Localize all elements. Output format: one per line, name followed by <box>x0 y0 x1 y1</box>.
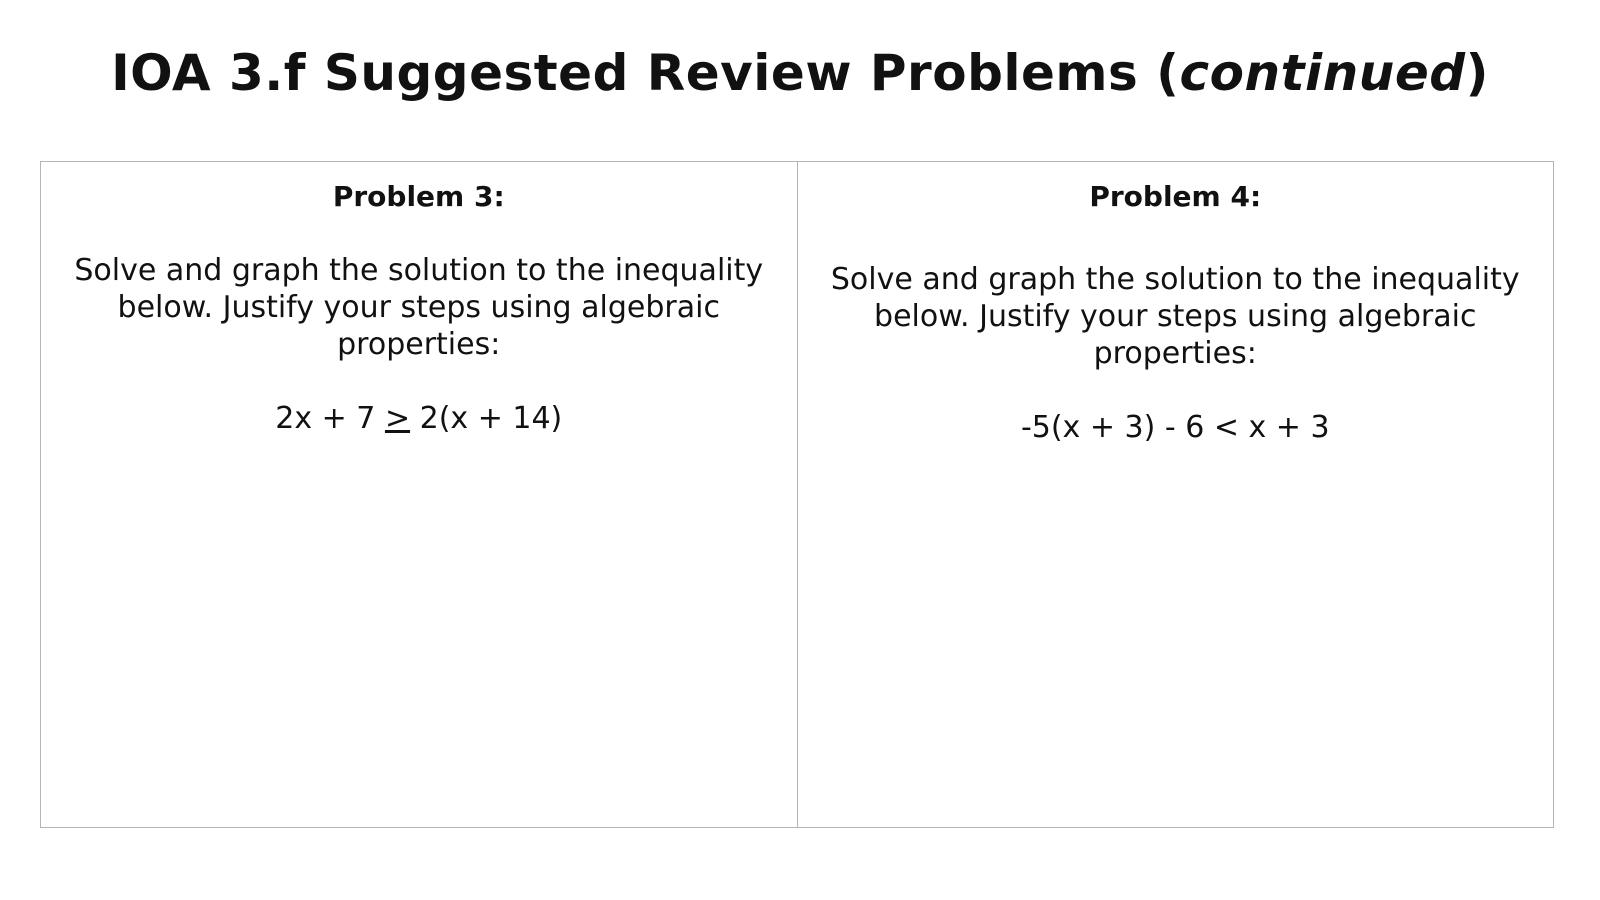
page-title <box>0 40 1600 106</box>
problems-row <box>41 162 1554 828</box>
title-close: ) <box>1465 44 1489 102</box>
problem-4-cell <box>797 162 1554 828</box>
problem-4-prompt: Solve and graph the solution to the inequality below. Justify your steps using algebraic properties: <box>830 262 1520 371</box>
problem-3-expression <box>71 400 767 437</box>
problem-4-heading: Problem 4: <box>1089 180 1262 213</box>
problem-3-cell <box>41 162 798 828</box>
title-main: IOA 3.f Suggested Review Problems ( <box>111 44 1180 102</box>
problem-3-heading: Problem 3: <box>332 180 505 213</box>
title-emphasis: continued <box>1179 44 1466 102</box>
problem-3-expr-right: 2(x + 14) <box>410 401 563 436</box>
problem-3-expr-left: 2x + 7 <box>275 401 385 436</box>
problem-3-prompt: Solve and graph the solution to the inequality below. Justify your steps using algebraic properties: <box>74 253 764 362</box>
problem-4-expression: -5(x + 3) - 6 < x + 3 <box>1020 410 1330 445</box>
problems-table <box>40 161 1554 828</box>
greater-equal-symbol: > <box>384 401 411 436</box>
